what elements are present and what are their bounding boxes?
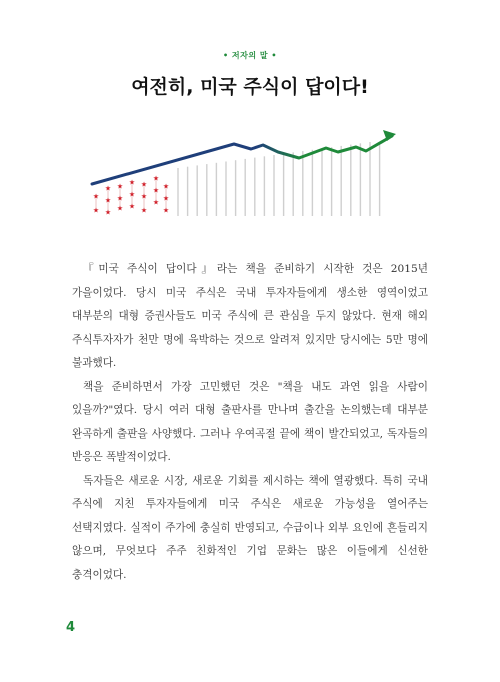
body-text: [72, 258, 428, 587]
star-icon: ★: [128, 202, 136, 211]
star-icon: ★: [140, 180, 148, 189]
star-icon: ★: [92, 192, 100, 201]
paragraph: 책을 준비하면서 가장 고민했던 것은 "책을 내도 과연 읽을 사람이 있을까?"였다. 당시 여러 대형 출판사를 만나며 출간을 논의했는데 대부분 완곡하게 출판을 사양했다. 그러나 우여곡절 끝에 책이 발간되었고, 독자들의 반응은 폭발적이었다.: [72, 380, 428, 463]
star-icon: ★: [116, 204, 124, 213]
star-icon: ★: [152, 198, 160, 207]
page-title: 여전히, 미국 주식이 답이다!: [131, 76, 369, 98]
star-icon: ★: [152, 186, 160, 195]
star-icon: ★: [116, 194, 124, 203]
page-number: 4: [66, 620, 76, 635]
star-icon: ★: [104, 208, 112, 217]
star-icon: ★: [152, 174, 160, 183]
star-icon: ★: [128, 190, 136, 199]
star-icon: ★: [162, 182, 170, 191]
star-icon: ★: [116, 182, 124, 191]
star-icon: ★: [104, 196, 112, 205]
star-icon: ★: [104, 184, 112, 193]
paragraph: 『미국 주식이 답이다』라는 책을 준비하기 시작한 것은 2015년 가을이었다. 당시 미국 주식은 국내 투자자들에게 생소한 영역이었고 대부분의 대형 증권사들도 미국 주식에 큰 관심을 두지 않았다. 현재 해외 주식투자자가 천만 명에 육박하는 것으로 알려져 있지만 당시에는 5만 명에 불과했다.: [72, 263, 428, 369]
star-icon: ★: [128, 178, 136, 187]
star-icon: ★: [140, 206, 148, 215]
paragraph: 독자들은 새로운 시장, 새로운 기회를 제시하는 책에 열광했다. 특히 국내 주식에 지친 투자자들에게 미국 주식은 새로운 가능성을 열어주는 선택지였다. 실적이 주가에 충실히 반영되고, 수급이나 외부 요인에 흔들리지 않으며, 무엇보다 주주 친화적인 기업 문화는 많은 이들에게 신선한 충격이었다.: [72, 474, 428, 581]
rising-trend-chart-icon: [86, 128, 406, 228]
star-icon: ★: [92, 206, 100, 215]
star-icon: ★: [162, 194, 170, 203]
star-icon: ★: [140, 192, 148, 201]
star-icon: ★: [162, 206, 170, 215]
trend-line: [92, 136, 392, 184]
section-label: • 저자의 말 •: [223, 51, 277, 60]
